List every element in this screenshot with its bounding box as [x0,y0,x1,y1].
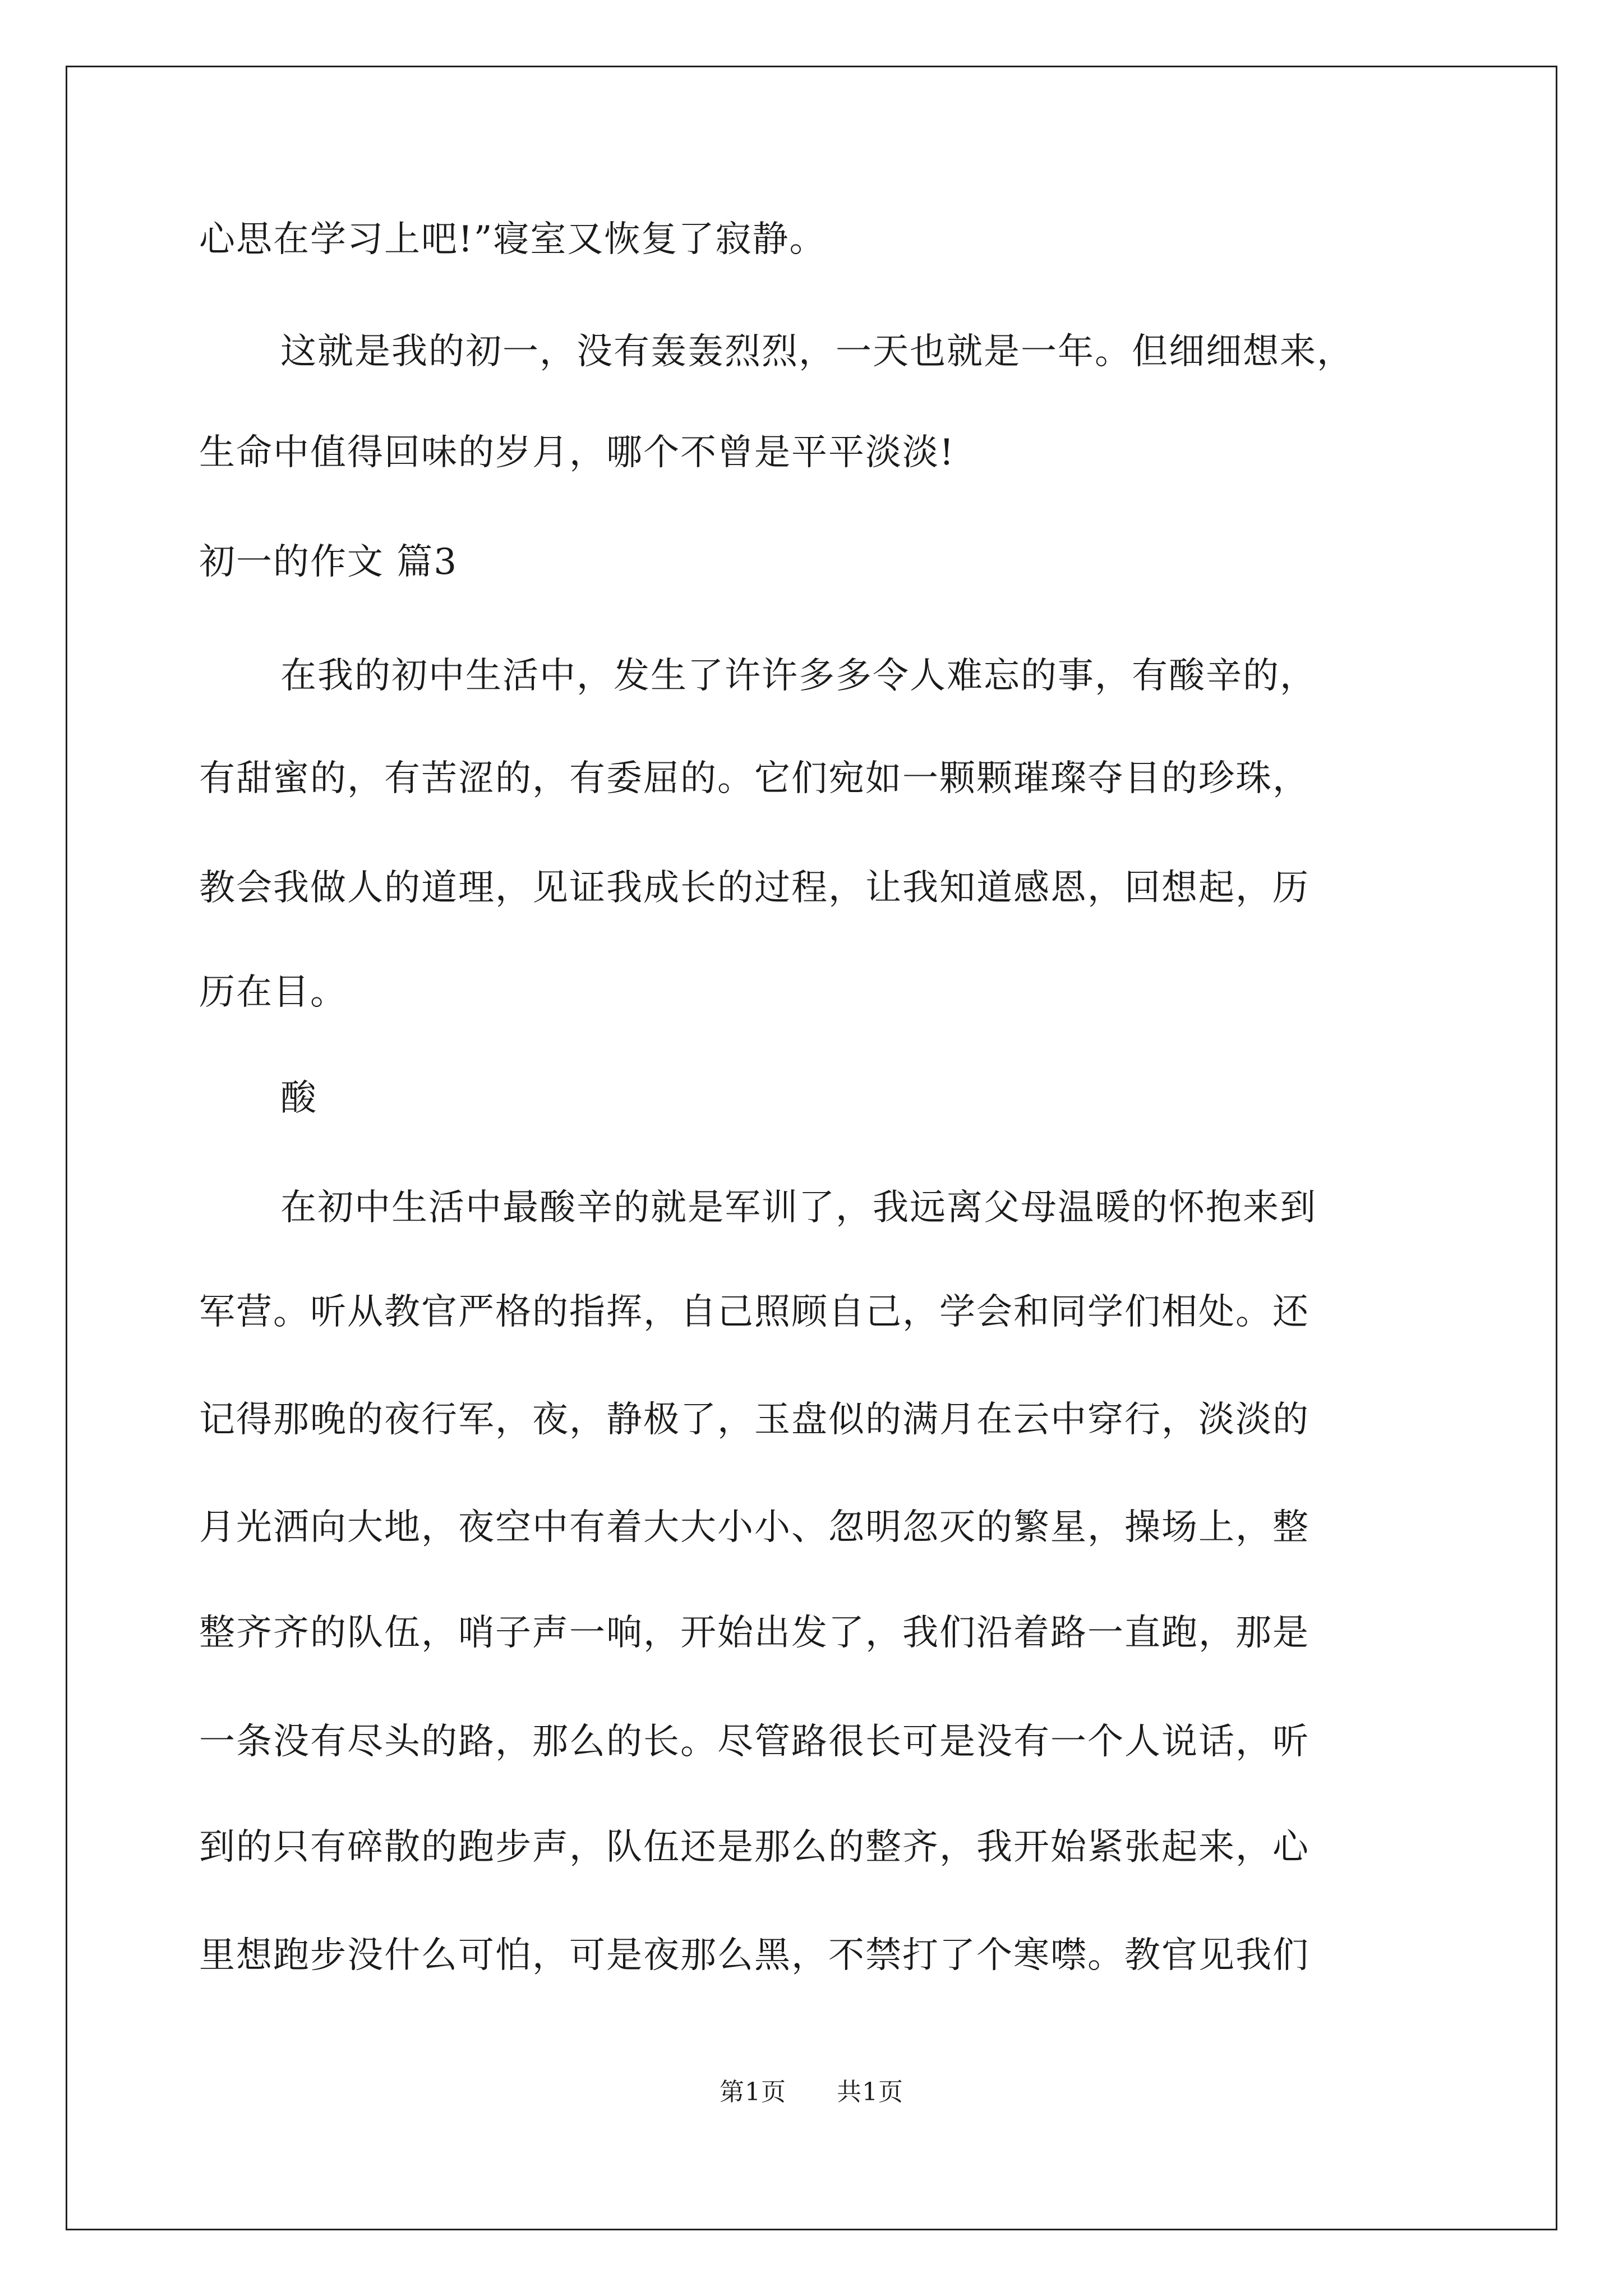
paragraph-first-line: 在初中生活中最酸辛的就是军训了，我远离父母温暖的怀抱来到 [280,1187,1317,1228]
page-footer [0,2076,1623,2109]
page-total: 共1页 [837,2078,903,2106]
text-line: 历在目。 [199,972,347,1013]
text-line: 里想跑步没什么可怕，可是夜那么黑，不禁打了个寒噤。教官见我们 [199,1935,1310,1976]
page-border [66,66,1557,2230]
subheading: 酸 [280,1078,317,1119]
text-line: 教会我做人的道理，见证我成长的过程，让我知道感恩，回想起，历 [199,867,1310,909]
paragraph-first-line: 在我的初中生活中，发生了许许多多令人难忘的事，有酸辛的， [280,655,1317,697]
text-line: 有甜蜜的，有苦涩的，有委屈的。它们宛如一颗颗璀璨夺目的珍珠， [199,758,1310,799]
text-line: 到的只有碎散的跑步声，队伍还是那么的整齐，我开始紧张起来，心 [199,1826,1310,1868]
section-heading: 初一的作文 篇3 [199,541,458,583]
text-line: 整齐齐的队伍，哨子声一响，开始出发了，我们沿着路一直跑，那是 [199,1612,1310,1654]
text-line: 军营。听从教官严格的指挥，自己照顾自己，学会和同学们相处。还 [199,1291,1310,1333]
text-line: 生命中值得回味的岁月，哪个不曾是平平淡淡! [199,432,955,473]
text-line: 心思在学习上吧!”寝室又恢复了寂静。 [199,219,827,260]
page-number: 第1页 [720,2078,786,2106]
paragraph-first-line: 这就是我的初一，没有轰轰烈烈，一天也就是一年。但细细想来， [280,331,1354,372]
text-line: 一条没有尽头的路，那么的长。尽管路很长可是没有一个人说话，听 [199,1721,1310,1763]
text-line: 月光洒向大地，夜空中有着大大小小、忽明忽灭的繁星，操场上，整 [199,1507,1310,1548]
text-line: 记得那晚的夜行军，夜，静极了，玉盘似的满月在云中穿行，淡淡的 [199,1399,1310,1441]
